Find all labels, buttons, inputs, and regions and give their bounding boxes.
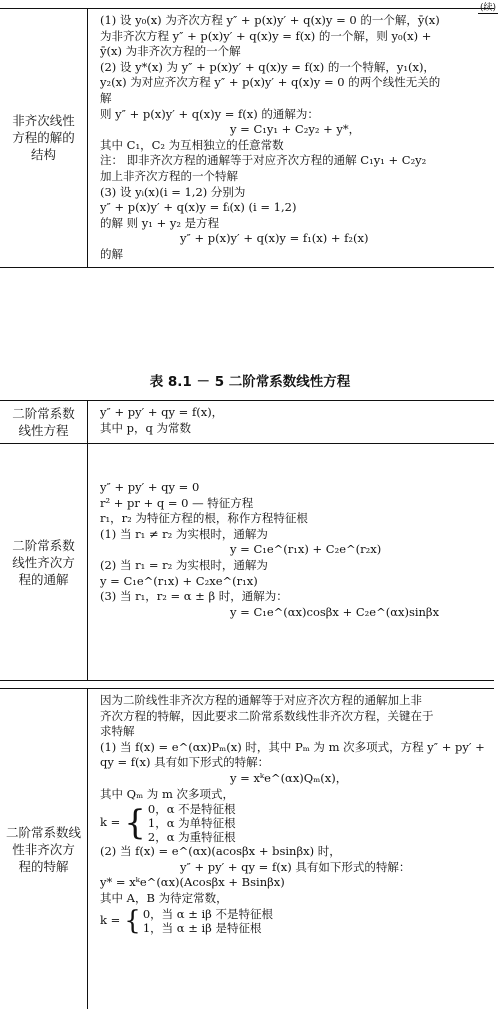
- text-line: ȳ(x) 为非齐次方程的一个解: [100, 44, 241, 59]
- text-line: 的解: [100, 246, 123, 261]
- text-line: (2) 当 f(x) = e^(αx)(acosβx + bsinβx) 时，: [100, 844, 341, 859]
- table-row: [0, 401, 494, 444]
- formula-line: y″ + p(x)y′ + q(x)y = f₁(x) + f₂(x): [180, 231, 369, 246]
- second-order-constant-coef-table: [0, 400, 494, 681]
- text-line: (1) 当 f(x) = e^(αx)Pₘ(x) 时，其中 Pₘ 为 m 次多项式，方程 y″ + py′ +: [100, 739, 485, 754]
- text-line: (1) 设 y₀(x) 为齐次方程 y″ + p(x)y′ + q(x)y = 0 的一个解，ȳ(x): [100, 13, 440, 27]
- text-line: (2) 设 y*(x) 为 y″ + p(x)y′ + q(x)y = f(x) 的一个特解，y₁(x)，: [100, 59, 435, 74]
- case-line: 1，α 为单特征根: [147, 816, 236, 831]
- k2-cases-block: [100, 907, 486, 935]
- row-label: 二阶常系数 线性方程: [0, 401, 88, 443]
- text-line: (1) 当 r₁ ≠ r₂ 为实根时，通解为: [100, 526, 268, 541]
- formula-line: r² + pr + q = 0 — 特征方程: [100, 495, 254, 510]
- formula-line: y* = xᵏe^(αx)(Acosβx + Bsinβx): [100, 875, 285, 890]
- k-label: k =: [100, 815, 121, 830]
- k-label: k =: [100, 912, 121, 927]
- case-line: 1，当 α ± iβ 是特征根: [142, 920, 262, 935]
- text-line: 解: [100, 90, 112, 105]
- text-line: 因为二阶线性非齐次方程的通解等于对应齐次方程的通解加上非: [100, 693, 422, 707]
- text-line: qy = f(x) 具有如下形式的特解：: [100, 755, 270, 770]
- formula-line: y″ + py′ + qy = f(x)，: [100, 405, 224, 419]
- text-line: (3) 当 r₁，r₂ = α ± β 时，通解为：: [100, 589, 288, 604]
- row-body: [88, 401, 494, 443]
- text-line: (3) 设 yᵢ(x)(i = 1,2) 分别为: [100, 184, 246, 199]
- text-line: 其中 C₁，C₂ 为互相独立的任意常数: [100, 137, 284, 152]
- text-line: (2) 当 r₁ = r₂ 为实根时，通解为: [100, 557, 268, 572]
- text-line: y″ + py′ + qy = f(x) 具有如下形式的特解：: [180, 859, 411, 874]
- table-caption: 表 8.1 － 5 二阶常系数线性方程: [149, 374, 351, 390]
- table-row: [0, 689, 494, 1009]
- formula-line: y = xᵏe^(αx)Qₘ(x)，: [230, 770, 348, 785]
- text-line: 的解 则 y₁ + y₂ 是方程: [100, 215, 220, 230]
- formula-line: y = C₁e^(r₁x) + C₂xe^(r₁x): [100, 573, 258, 588]
- case-line: 0，当 α ± iβ 不是特征根: [142, 906, 273, 921]
- text-line: 加上非齐次方程的一个特解: [100, 168, 238, 183]
- formula-line: y = C₁y₁ + C₂y₂ + y*，: [230, 122, 361, 137]
- text-line: 其中 A，B 为待定常数，: [100, 890, 228, 905]
- left-brace: {: [124, 803, 146, 844]
- row-label: 非齐次线性 方程的解的 结构: [0, 9, 88, 267]
- text-line: 其中 p，q 为常数: [100, 420, 192, 435]
- row-body: [88, 9, 494, 267]
- formula-line: y″ + py′ + qy = 0: [100, 480, 200, 494]
- particular-solution-table: [0, 688, 494, 1009]
- row-body: [88, 689, 494, 1009]
- continued-mark: (续): [478, 0, 498, 14]
- text-line: 求特解: [100, 724, 135, 739]
- note-line: 注： 即非齐次方程的通解等于对应齐次方程的通解 C₁y₁ + C₂y₂: [100, 153, 427, 168]
- text-line: 其中 Qₘ 为 m 次多项式，: [100, 786, 235, 801]
- text-line: r₁，r₂ 为特征方程的根，称作方程特征根: [100, 511, 308, 526]
- text-line: 则 y″ + p(x)y′ + q(x)y = f(x) 的通解为：: [100, 106, 319, 121]
- formula-line: y = C₁e^(αx)cosβx + C₂e^(αx)sinβx: [230, 604, 440, 619]
- text-line: 为非齐次方程 y″ + p(x)y′ + q(x)y = f(x) 的一个解，则 y₀(x) +: [100, 28, 432, 43]
- text-line: 齐次方程的特解，因此要求二阶常系数线性非齐次方程，关键在于: [100, 708, 434, 723]
- solution-structure-table: [0, 8, 494, 268]
- row-label: 二阶常系数线 性非齐次方 程的特解: [0, 689, 88, 1009]
- row-label: 二阶常系数 线性齐次方 程的通解: [0, 444, 88, 680]
- case-line: 0，α 不是特征根: [147, 802, 236, 817]
- text-line: y₂(x) 为对应齐次方程 y″ + p(x)y′ + q(x)y = 0 的两个线性无关的: [100, 75, 441, 90]
- row-body: [88, 444, 494, 680]
- formula-line: y = C₁e^(r₁x) + C₂e^(r₂x): [230, 542, 382, 557]
- formula-line: y″ + p(x)y′ + q(x)y = fᵢ(x) (i = 1,2): [100, 200, 297, 215]
- k-cases-block: [100, 802, 486, 844]
- table-row: [0, 9, 494, 267]
- table-row: [0, 444, 494, 680]
- left-brace: {: [124, 905, 141, 936]
- case-line: 2，α 为重特征根: [147, 830, 236, 845]
